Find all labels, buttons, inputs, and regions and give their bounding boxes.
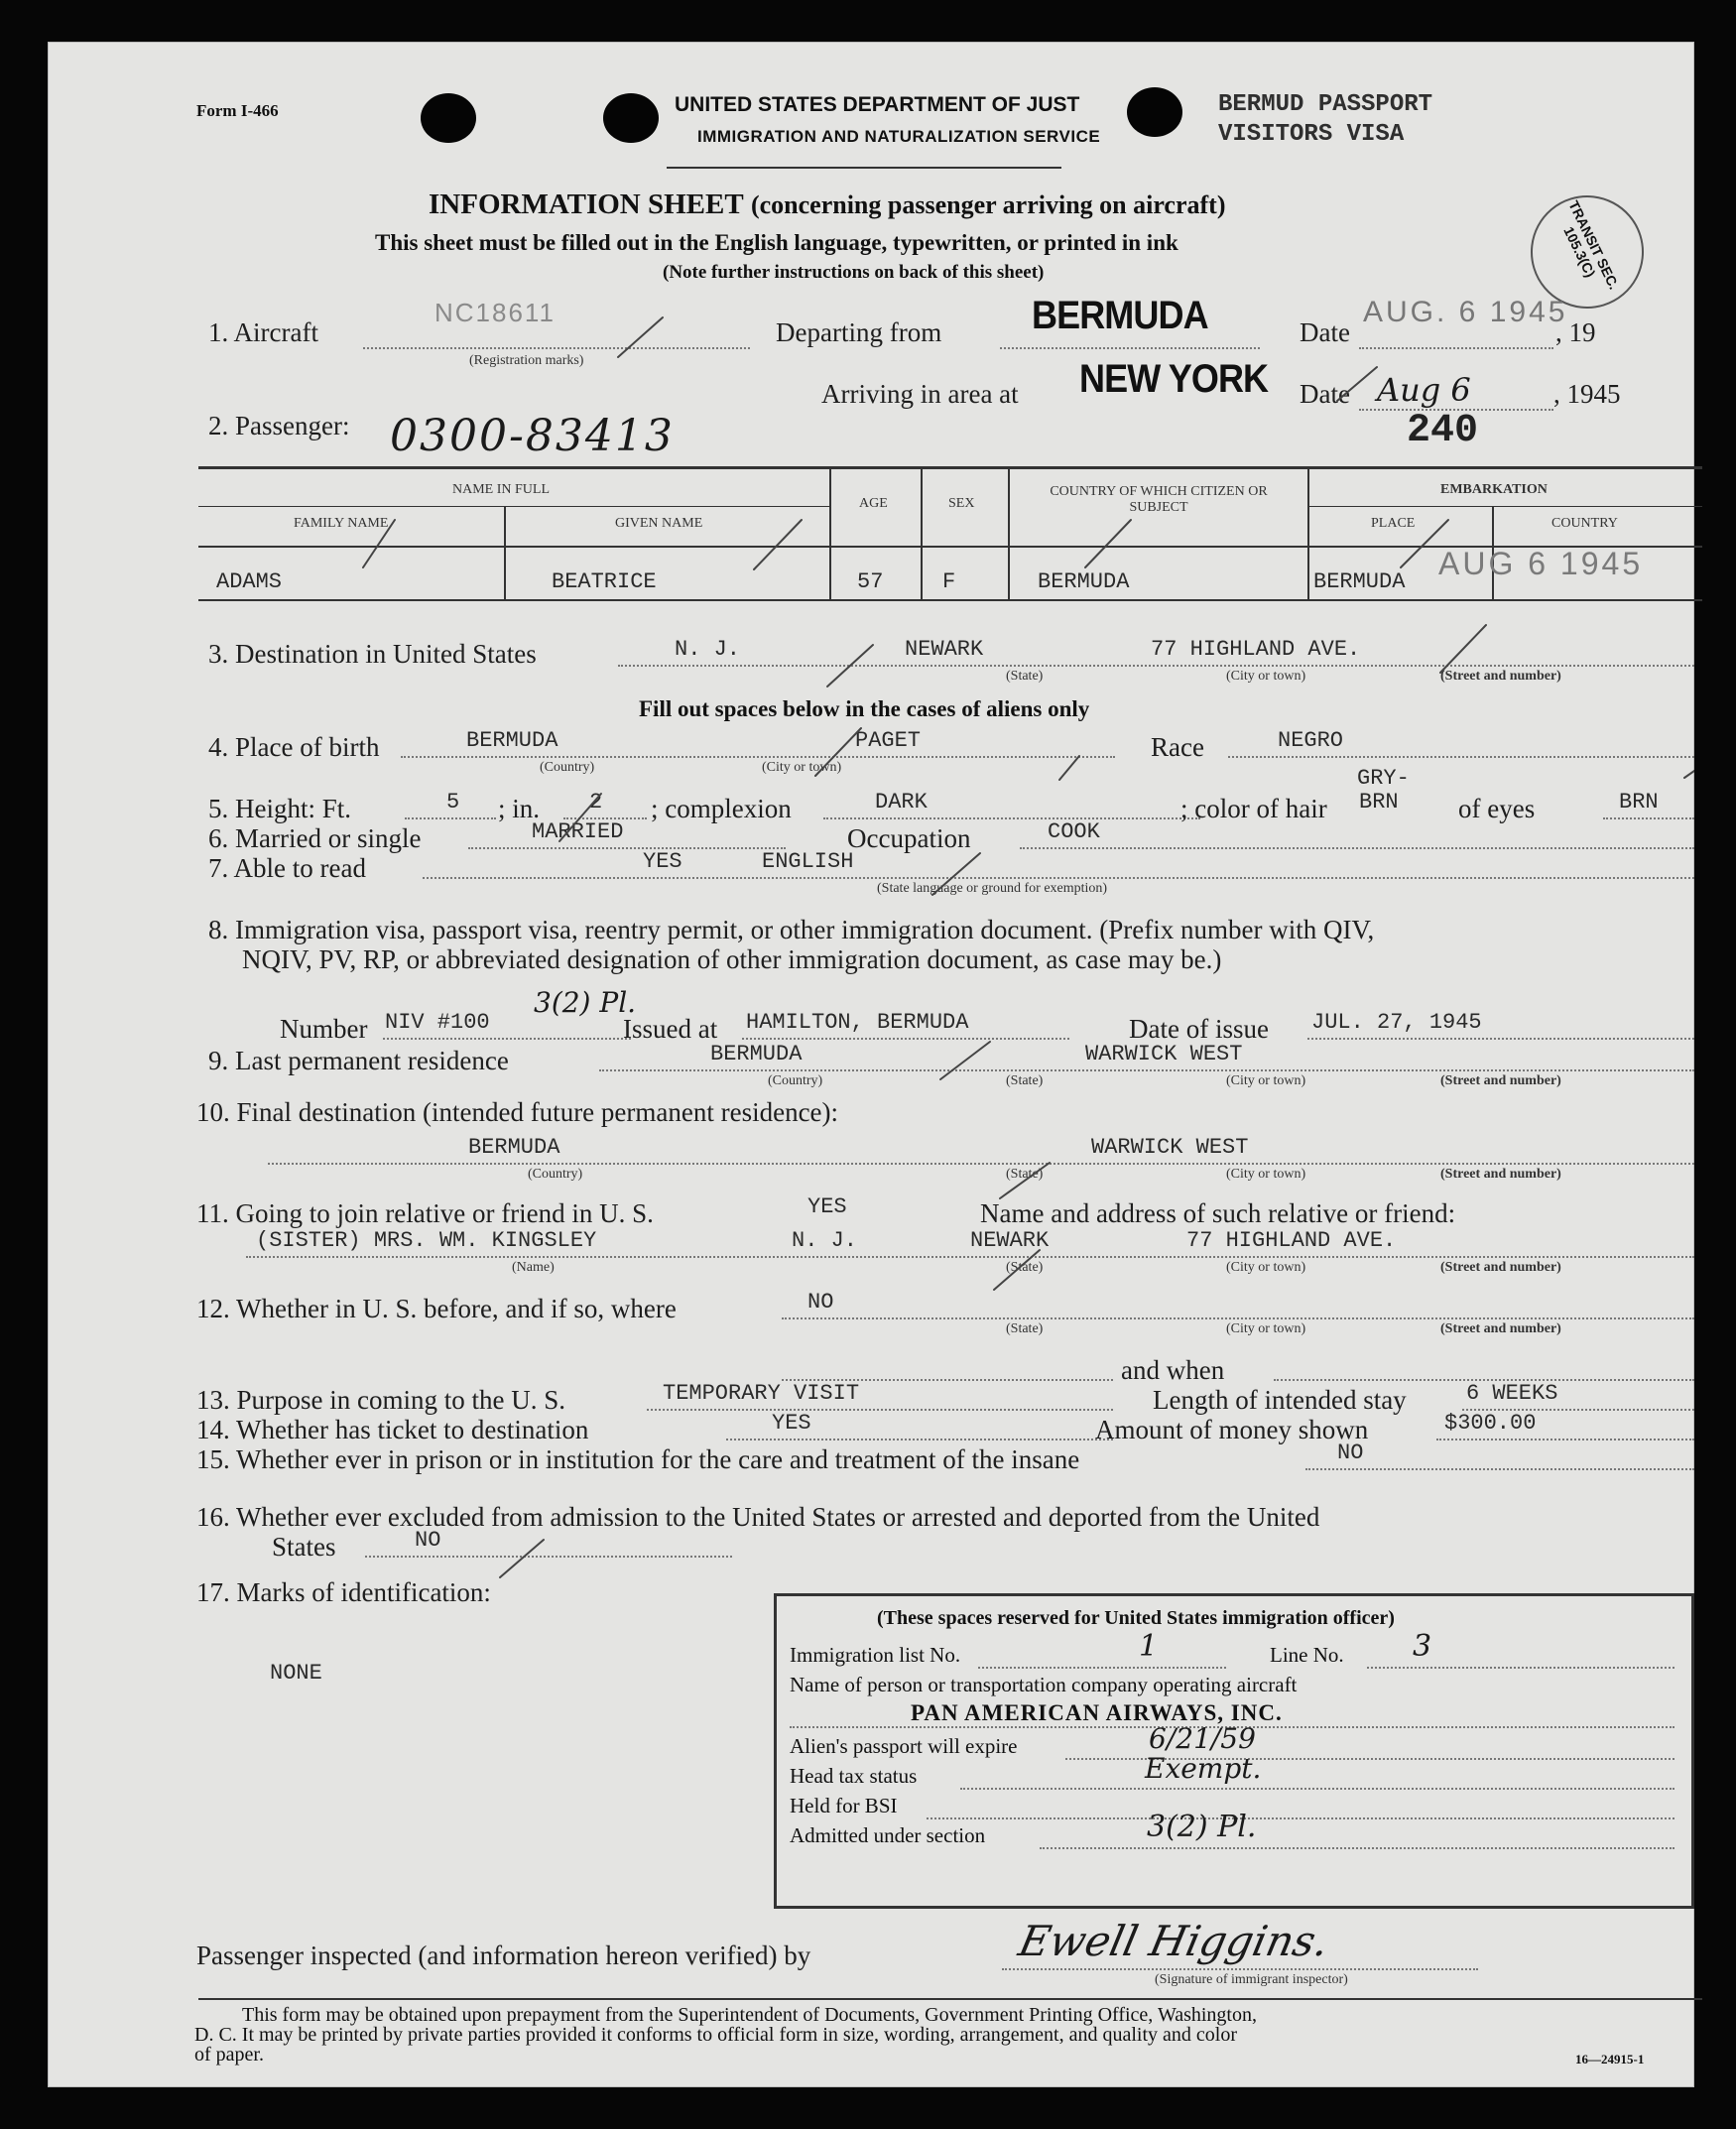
visa-number-label: Number bbox=[280, 1014, 368, 1044]
arriving-value: NEW YORK bbox=[1079, 357, 1269, 401]
cap-res-state: (State) bbox=[1006, 1073, 1044, 1088]
cell-family: ADAMS bbox=[216, 569, 283, 594]
cap-birth-country: (Country) bbox=[540, 760, 595, 775]
cap-join-street: (Street and number) bbox=[1440, 1260, 1561, 1275]
col-given: GIVEN NAME bbox=[615, 516, 703, 531]
destination-city: NEWARK bbox=[905, 637, 984, 662]
cell-age: 57 bbox=[857, 569, 884, 594]
final-destination-label: 10. Final destination (intended future permanent residence): bbox=[196, 1097, 839, 1127]
final-country: BERMUDA bbox=[468, 1135, 560, 1160]
department-name: UNITED STATES DEPARTMENT OF JUST bbox=[675, 93, 1080, 116]
cap-before-street: (Street and number) bbox=[1440, 1321, 1561, 1336]
read-label: 7. Able to read bbox=[208, 853, 366, 883]
pencil-check-marks bbox=[48, 42, 1694, 2087]
visa-number: NIV #100 bbox=[385, 1010, 490, 1035]
read-language: ENGLISH bbox=[762, 849, 854, 874]
visa-number-handwritten: 3(2) Pl. bbox=[534, 986, 637, 1019]
height-in-label: ; in. bbox=[498, 794, 541, 823]
signature-caption: (Signature of immigrant inspector) bbox=[1155, 1972, 1348, 1987]
issue-date-value: JUL. 27, 1945 bbox=[1311, 1010, 1482, 1035]
form-note: (Note further instructions on back of this sheet) bbox=[663, 262, 1045, 283]
corner-stamp-line1: BERMUD PASSPORT bbox=[1218, 91, 1433, 118]
stay-label: Length of intended stay bbox=[1153, 1385, 1407, 1415]
cap-res-street: (Street and number) bbox=[1440, 1073, 1561, 1088]
departure-date: AUG. 6 1945 bbox=[1363, 296, 1568, 328]
destination-state: N. J. bbox=[675, 637, 741, 662]
cap-city: (City or town) bbox=[1226, 669, 1306, 684]
officer-box-heading: (These spaces reserved for United States immigration officer) bbox=[877, 1607, 1395, 1629]
complexion-label: ; complexion bbox=[651, 794, 792, 823]
occupation-label: Occupation bbox=[847, 823, 971, 853]
col-sex: SEX bbox=[948, 496, 975, 511]
line-value: 3 bbox=[1413, 1629, 1432, 1664]
passenger-label: 2. Passenger: bbox=[208, 411, 350, 440]
issued-label: Issued at bbox=[623, 1014, 718, 1044]
prison-label: 15. Whether ever in prison or in institution for the care and treatment of the insane bbox=[196, 1444, 1080, 1474]
arrival-date-label: Date bbox=[1300, 379, 1350, 409]
eyes-value: BRN bbox=[1619, 790, 1659, 814]
issue-date-label: Date of issue bbox=[1129, 1014, 1269, 1044]
join-name: (SISTER) MRS. WM. KINGSLEY bbox=[256, 1228, 597, 1253]
issued-value: HAMILTON, BERMUDA bbox=[746, 1010, 969, 1035]
company-label: Name of person or transportation company operating aircraft bbox=[790, 1673, 1298, 1696]
purpose-value: TEMPORARY VISIT bbox=[663, 1381, 860, 1406]
cap-join-city: (City or town) bbox=[1226, 1260, 1306, 1275]
col-name-group: NAME IN FULL bbox=[452, 482, 550, 497]
cap-final-country: (Country) bbox=[528, 1167, 583, 1182]
height-in: 2 bbox=[589, 790, 603, 814]
arriving-label: Arriving in area at bbox=[821, 379, 1019, 409]
before-label: 12. Whether in U. S. before, and if so, where bbox=[196, 1294, 677, 1323]
join-state: N. J. bbox=[792, 1228, 858, 1253]
aircraft-label: 1. Aircraft bbox=[208, 317, 318, 347]
marital-value: MARRIED bbox=[532, 819, 624, 844]
passenger-extra-number: 240 bbox=[1407, 409, 1479, 453]
embark-date-stamp: AUG 6 1945 bbox=[1438, 546, 1644, 581]
hair-value: BRN bbox=[1359, 790, 1399, 814]
join-name-label: Name and address of such relative or friend: bbox=[980, 1198, 1456, 1228]
race-label: Race bbox=[1151, 732, 1204, 762]
visa-line2: NQIV, PV, RP, or abbreviated designation of other immigration document, as case may be.) bbox=[242, 944, 1222, 974]
title-rest: (concerning passenger arriving on aircraft) bbox=[750, 190, 1226, 219]
residence-country: BERMUDA bbox=[710, 1042, 803, 1066]
read-caption: (State language or ground for exemption) bbox=[877, 881, 1108, 896]
birth-label: 4. Place of birth bbox=[208, 732, 380, 762]
destination-street: 77 HIGHLAND AVE. bbox=[1151, 637, 1361, 662]
admitted-label: Admitted under section bbox=[790, 1823, 986, 1847]
marks-label: 17. Marks of identification: bbox=[196, 1577, 491, 1607]
cell-given: BEATRICE bbox=[552, 569, 657, 594]
year-suffix: , 19 bbox=[1555, 317, 1596, 347]
arrival-date-value: Aug 6 bbox=[1377, 371, 1471, 409]
hair-top: GRY- bbox=[1357, 766, 1410, 791]
form-subtitle: This sheet must be filled out in the English language, typewritten, or printed in ink bbox=[375, 230, 1178, 255]
residence-label: 9. Last permanent residence bbox=[208, 1046, 509, 1075]
excluded-value: NO bbox=[415, 1528, 441, 1553]
company-value: PAN AMERICAN AIRWAYS, INC. bbox=[911, 1700, 1283, 1725]
form-number: Form I-466 bbox=[196, 101, 279, 120]
headtax-value: Exempt. bbox=[1145, 1752, 1262, 1785]
cell-place: BERMUDA bbox=[1313, 569, 1406, 594]
race-value: NEGRO bbox=[1278, 728, 1344, 753]
ticket-value: YES bbox=[772, 1411, 811, 1436]
col-embark-group: EMBARKATION bbox=[1440, 482, 1548, 497]
marks-value: NONE bbox=[270, 1661, 322, 1686]
birth-city: PAGET bbox=[855, 728, 922, 753]
cap-state: (State) bbox=[1006, 669, 1044, 684]
join-value: YES bbox=[807, 1194, 847, 1219]
information-sheet bbox=[48, 42, 1694, 2087]
inspection-label: Passenger inspected (and information hereon verified) by bbox=[196, 1941, 811, 1970]
title-bold: INFORMATION SHEET bbox=[429, 188, 744, 220]
marital-label: 6. Married or single bbox=[208, 823, 422, 853]
col-country: COUNTRY OF WHICH CITIZEN OR SUBJECT bbox=[1050, 484, 1268, 515]
cap-join-name: (Name) bbox=[512, 1260, 555, 1275]
when-label: and when bbox=[1121, 1355, 1225, 1385]
cap-res-city: (City or town) bbox=[1226, 1073, 1306, 1088]
line-label: Line No. bbox=[1270, 1643, 1344, 1667]
hair-label: ; color of hair bbox=[1180, 794, 1327, 823]
transit-stamp: TRANSIT SEC. 105.3(C) bbox=[1511, 176, 1664, 328]
residence-city: WARWICK WEST bbox=[1085, 1042, 1243, 1066]
passport-label: Alien's passport will expire bbox=[790, 1734, 1018, 1758]
inspector-signature: Ewell Higgins. bbox=[1014, 1917, 1334, 1965]
eyes-label: of eyes bbox=[1458, 794, 1536, 823]
join-label: 11. Going to join relative or friend in U. S. bbox=[196, 1198, 654, 1228]
cap-street: (Street and number) bbox=[1440, 669, 1561, 684]
arrival-year: , 1945 bbox=[1553, 379, 1621, 409]
list-value: 1 bbox=[1139, 1629, 1159, 1664]
money-label: Amount of money shown bbox=[1095, 1415, 1369, 1444]
aliens-heading: Fill out spaces below in the cases of aliens only bbox=[639, 696, 1090, 721]
cap-final-street: (Street and number) bbox=[1440, 1167, 1561, 1182]
height-ft: 5 bbox=[446, 790, 460, 814]
passenger-number: 0300-83413 bbox=[390, 411, 675, 461]
footer-line1: This form may be obtained upon prepayment from the Superintendent of Documents, Government Printing Office, Washington, bbox=[242, 2004, 1257, 2026]
col-place: PLACE bbox=[1371, 516, 1416, 531]
departing-value: BERMUDA bbox=[1032, 294, 1208, 337]
cap-before-state: (State) bbox=[1006, 1321, 1044, 1336]
col-embark-country: COUNTRY bbox=[1551, 516, 1618, 531]
passport-value: 6/21/59 bbox=[1149, 1722, 1256, 1755]
footer-line3: of paper. bbox=[194, 2044, 264, 2066]
before-value: NO bbox=[807, 1290, 834, 1315]
cell-country: BERMUDA bbox=[1038, 569, 1130, 594]
stay-value: 6 WEEKS bbox=[1466, 1381, 1558, 1406]
departing-label: Departing from bbox=[776, 317, 942, 347]
footer-line2: D. C. It may be printed by private parties provided it conforms to official form in size, wording, arrangement, and quality and color bbox=[194, 2024, 1238, 2046]
visa-line1: 8. Immigration visa, passport visa, reentry permit, or other immigration document. (Prefix number with QIV, bbox=[208, 915, 1375, 944]
aircraft-caption: (Registration marks) bbox=[469, 353, 584, 368]
date-label: Date bbox=[1300, 317, 1350, 347]
height-label: 5. Height: Ft. bbox=[208, 794, 352, 823]
purpose-label: 13. Purpose in coming to the U. S. bbox=[196, 1385, 565, 1415]
destination-label: 3. Destination in United States bbox=[208, 639, 537, 669]
cap-final-city: (City or town) bbox=[1226, 1167, 1306, 1182]
occupation-value: COOK bbox=[1048, 819, 1100, 844]
aircraft-value: NC18611 bbox=[434, 298, 556, 327]
admitted-value: 3(2) Pl. bbox=[1147, 1810, 1257, 1844]
read-value: YES bbox=[643, 849, 682, 874]
money-value: $300.00 bbox=[1444, 1411, 1537, 1436]
ticket-label: 14. Whether has ticket to destination bbox=[196, 1415, 589, 1444]
service-name: IMMIGRATION AND NATURALIZATION SERVICE bbox=[697, 127, 1101, 146]
col-age: AGE bbox=[859, 496, 888, 511]
form-code: 16—24915-1 bbox=[1575, 2052, 1645, 2066]
cap-join-state: (State) bbox=[1006, 1260, 1044, 1275]
complexion-value: DARK bbox=[875, 790, 928, 814]
birth-country: BERMUDA bbox=[466, 728, 558, 753]
excluded-line1: 16. Whether ever excluded from admission to the United States or arrested and deported from the United bbox=[196, 1502, 1320, 1532]
cap-res-country: (Country) bbox=[768, 1073, 823, 1088]
list-label: Immigration list No. bbox=[790, 1643, 961, 1667]
join-city: NEWARK bbox=[970, 1228, 1050, 1253]
final-city: WARWICK WEST bbox=[1091, 1135, 1249, 1160]
prison-value: NO bbox=[1337, 1440, 1364, 1465]
col-family: FAMILY NAME bbox=[294, 516, 389, 531]
cap-birth-city: (City or town) bbox=[762, 760, 842, 775]
corner-stamp-line2: VISITORS VISA bbox=[1218, 121, 1405, 148]
cell-sex: F bbox=[942, 569, 956, 594]
cap-before-city: (City or town) bbox=[1226, 1321, 1306, 1336]
bsi-label: Held for BSI bbox=[790, 1794, 898, 1817]
headtax-label: Head tax status bbox=[790, 1764, 918, 1788]
join-street: 77 HIGHLAND AVE. bbox=[1186, 1228, 1397, 1253]
excluded-line2: States bbox=[272, 1532, 336, 1562]
cap-final-state: (State) bbox=[1006, 1167, 1044, 1182]
